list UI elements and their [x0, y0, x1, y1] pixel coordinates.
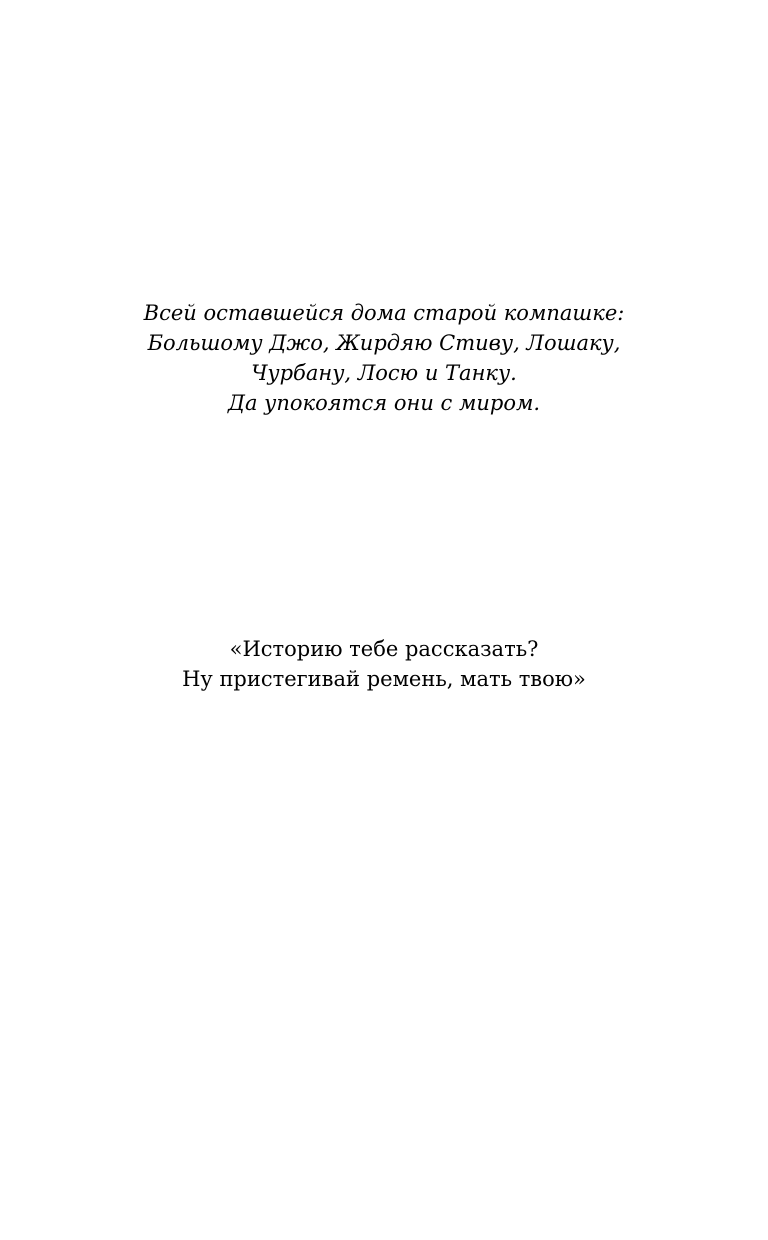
dedication-line: Всей оставшейся дома старой компашке: — [143, 301, 625, 325]
dedication-line: Да упокоятся они с миром. — [227, 391, 541, 415]
dedication-block — [0, 298, 768, 418]
dedication-line: Чурбану, Лосю и Танку. — [251, 361, 517, 385]
epigraph-block — [0, 634, 768, 694]
dedication-line: Большому Джо, Жирдяю Стиву, Лошаку, — [147, 331, 621, 355]
epigraph-line: «Историю тебе рассказать? — [229, 637, 539, 661]
epigraph-line: Ну пристегивай ремень, мать твою» — [182, 667, 586, 691]
